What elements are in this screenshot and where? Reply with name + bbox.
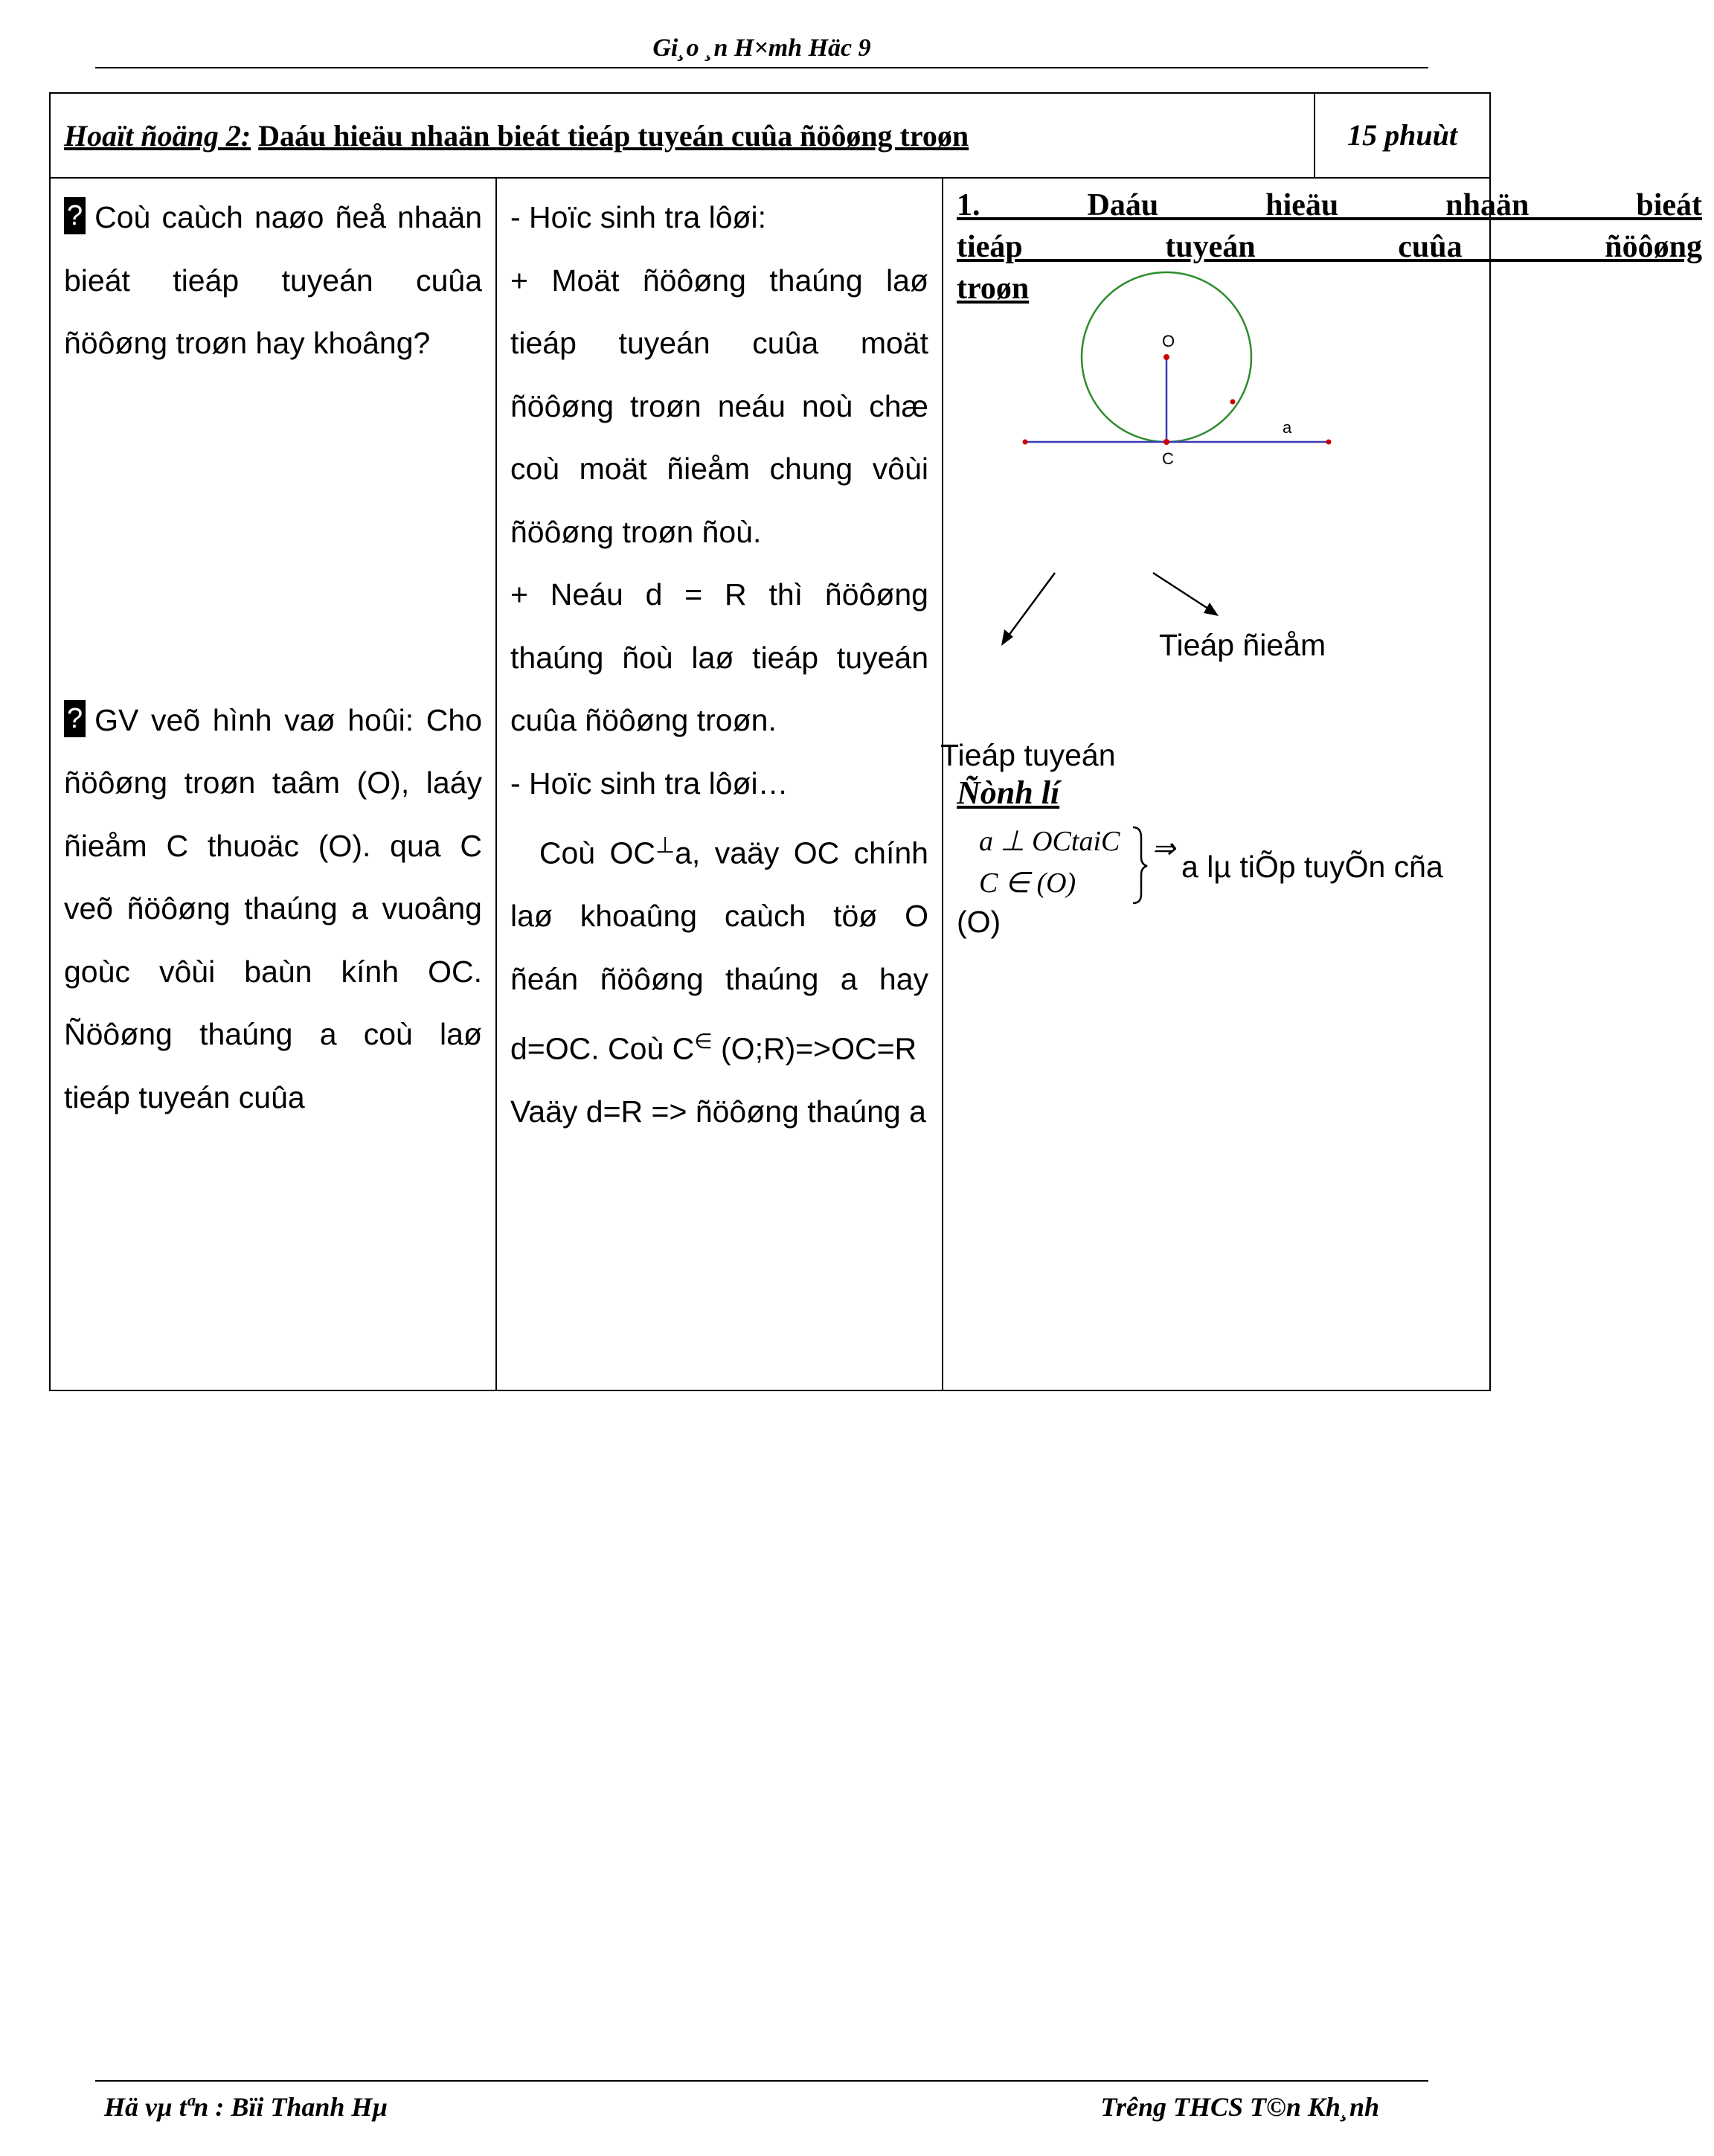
activity-title-row <box>50 93 1490 178</box>
content-column <box>940 178 1702 1390</box>
page-header <box>95 30 1428 68</box>
label-o: O <box>1162 332 1175 350</box>
question-mark-icon: ? <box>64 197 86 234</box>
student-column <box>496 178 943 1390</box>
activity-time: 15 phuùt <box>1347 118 1457 152</box>
lesson-table <box>49 92 1702 1391</box>
question-mark-icon: ? <box>64 700 86 737</box>
activity-title-cell <box>50 93 1315 178</box>
teacher-question-2: ? GV veõ hình vaø hoûi: Cho ñöôøng troøn taâm (O), laáy ñieåm C thuoäc (O). qua C veõ ñöôøng thaúng a vuoâng goùc vôùi baùn kính OC. Ñöôøng thaúng a coù laø tieáp tuyeán cuûa <box>64 689 482 1129</box>
teacher-question-1: ? Coù caùch naøo ñeå nhaän bieát tieáp tuyeán cuûa ñöôøng troøn hay khoâng? <box>64 186 482 375</box>
line-end-left <box>1023 440 1028 445</box>
theorem-condition-1: a ⊥ OCtaiC <box>979 826 1120 857</box>
page-footer <box>95 2080 1428 2126</box>
arrow-to-tangent-point <box>1153 573 1213 612</box>
activity-body-row <box>50 178 1490 1390</box>
student-answer-conclusion: Vaäy d=R => ñöôøng thaúng a <box>510 1094 926 1129</box>
theorem-title: Ñònh lí <box>957 774 1060 811</box>
theorem-result: a lµ tiÕp tuyÕn cña <box>1181 850 1443 884</box>
tangent-line-label: Tieáp tuyeán <box>940 738 1116 772</box>
teacher-column <box>50 178 496 1390</box>
point-c <box>1163 439 1169 445</box>
activity-topic: Daáu hieäu nhaän bieát tieáp tuyeán cuûa ñöôøng troøn <box>258 119 969 153</box>
activity-time-cell <box>1315 93 1490 178</box>
student-answer-intro: - Hoïc sinh tra lôøi: <box>510 200 767 234</box>
activity-label: Hoaït ñoäng 2: <box>64 119 251 153</box>
student-answer-distance: + Neáu d = R thì ñöôøng thaúng ñoù laø tieáp tuyeán cuûa ñöôøng troøn. <box>510 577 928 737</box>
footer-school: Trêng THCS T©n Kh¸nh <box>1100 2092 1379 2122</box>
line-end-right <box>1326 440 1332 445</box>
footer-author: Hä vµ tªn : Bïi Thanh Hµ <box>104 2092 388 2122</box>
student-answer-reasoning: Coù OC⊥a, vaäy OC chính laø khoaûng caùch töø O ñeán ñöôøng thaúng a hay d=OC. Coù C∈ (O;R)=>OC=R <box>510 833 928 1066</box>
tangent-figure <box>943 179 1714 774</box>
section-heading: 1. Daáu hieäu nhaän bieát tieáp tuyeán cuûa ñöôøng troøn <box>957 188 1702 306</box>
right-brace-icon <box>1131 824 1149 906</box>
theorem-condition-2: C ∈ (O) <box>979 867 1076 899</box>
student-answer-definition: + Moät ñöôøng thaúng laø tieáp tuyeán cuûa moät ñöôøng troøn neáu noù chæ coù moät ñieåm chung vôùi ñöôøng troøn ñoù. <box>510 263 928 549</box>
arrowhead-right <box>1204 603 1219 616</box>
point-o <box>1163 354 1169 360</box>
theorem-result-continued: (O) <box>957 905 1001 939</box>
arrow-to-tangent-line <box>1004 573 1055 641</box>
label-c: C <box>1162 449 1174 468</box>
point-on-circle <box>1230 400 1236 405</box>
tangent-point-label: Tieáp ñieåm <box>1159 628 1326 662</box>
implies-icon: ⇒ <box>1152 833 1175 864</box>
header-title: Gi¸o ¸n H×mh Häc 9 <box>652 34 871 62</box>
student-answer-intro-2: - Hoïc sinh tra lôøi… <box>510 766 789 801</box>
label-a: a <box>1283 418 1292 437</box>
